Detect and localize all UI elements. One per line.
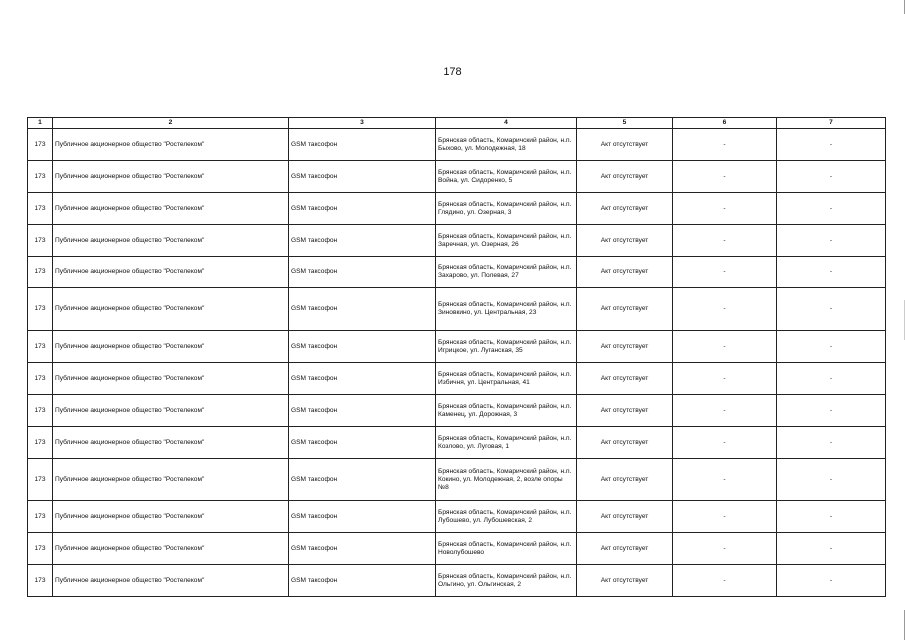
cell-column-7: -: [777, 459, 886, 501]
table-row: [28, 395, 886, 427]
cell-act-status: Акт отсутствует: [577, 225, 673, 257]
cell-column-6: -: [673, 533, 777, 565]
cell-address: Брянская область, Комаричский район, н.п. Игрицкое, ул. Луганская, 35: [436, 331, 577, 363]
cell-number: 173: [28, 288, 53, 331]
cell-number: 173: [28, 193, 53, 225]
cell-column-7: -: [777, 193, 886, 225]
cell-column-7: -: [777, 331, 886, 363]
cell-address: Брянская область, Комаричский район, н.п. Избичня, ул. Центральная, 41: [436, 363, 577, 395]
cell-column-6: -: [673, 331, 777, 363]
cell-owner: Публичное акционерное общество "Ростелеком": [53, 225, 289, 257]
cell-column-6: -: [673, 565, 777, 597]
cell-address: Брянская область, Комаричский район, н.п. Каменец, ул. Дорожная, 3: [436, 395, 577, 427]
registry-table: [27, 117, 886, 597]
cell-address: Брянская область, Комаричский район, н.п. Зиновкино, ул. Центральная, 23: [436, 288, 577, 331]
cell-equipment-type: GSM таксофон: [289, 427, 436, 459]
cell-column-7: -: [777, 395, 886, 427]
cell-owner: Публичное акционерное общество "Ростелеком": [53, 193, 289, 225]
cell-column-6: -: [673, 225, 777, 257]
table-row: [28, 459, 886, 501]
cell-address: Брянская область, Комаричский район, н.п. Заречная, ул. Озерная, 26: [436, 225, 577, 257]
cell-owner: Публичное акционерное общество "Ростелеком": [53, 363, 289, 395]
cell-column-7: -: [777, 501, 886, 533]
cell-column-7: -: [777, 363, 886, 395]
table-row: [28, 331, 886, 363]
cell-act-status: Акт отсутствует: [577, 331, 673, 363]
column-header-5: 5: [577, 118, 673, 129]
cell-equipment-type: GSM таксофон: [289, 225, 436, 257]
cell-column-6: -: [673, 459, 777, 501]
cell-equipment-type: GSM таксофон: [289, 288, 436, 331]
header-row: [28, 118, 886, 129]
cell-owner: Публичное акционерное общество "Ростелеком": [53, 427, 289, 459]
cell-column-6: -: [673, 129, 777, 161]
cell-column-7: -: [777, 225, 886, 257]
cell-column-6: -: [673, 363, 777, 395]
cell-number: 173: [28, 225, 53, 257]
table-row: [28, 533, 886, 565]
cell-equipment-type: GSM таксофон: [289, 129, 436, 161]
cell-owner: Публичное акционерное общество "Ростелеком": [53, 331, 289, 363]
cell-act-status: Акт отсутствует: [577, 161, 673, 193]
cell-column-6: -: [673, 193, 777, 225]
table-row: [28, 427, 886, 459]
cell-number: 173: [28, 363, 53, 395]
table-row: [28, 161, 886, 193]
cell-act-status: Акт отсутствует: [577, 395, 673, 427]
table-row: [28, 129, 886, 161]
column-header-7: 7: [777, 118, 886, 129]
cell-number: 173: [28, 129, 53, 161]
table-row: [28, 225, 886, 257]
cell-owner: Публичное акционерное общество "Ростелеком": [53, 533, 289, 565]
cell-column-6: -: [673, 395, 777, 427]
cell-equipment-type: GSM таксофон: [289, 363, 436, 395]
cell-address: Брянская область, Комаричский район, н.п. Быхово, ул. Молодежная, 18: [436, 129, 577, 161]
cell-column-7: -: [777, 288, 886, 331]
cell-act-status: Акт отсутствует: [577, 129, 673, 161]
cell-act-status: Акт отсутствует: [577, 363, 673, 395]
cell-address: Брянская область, Комаричский район, н.п. Лубошево, ул. Лубошевская, 2: [436, 501, 577, 533]
cell-number: 173: [28, 161, 53, 193]
cell-equipment-type: GSM таксофон: [289, 331, 436, 363]
cell-number: 173: [28, 533, 53, 565]
cell-equipment-type: GSM таксофон: [289, 161, 436, 193]
column-header-4: 4: [436, 118, 577, 129]
table-row: [28, 288, 886, 331]
cell-owner: Публичное акционерное общество "Ростелеком": [53, 161, 289, 193]
column-header-3: 3: [289, 118, 436, 129]
cell-equipment-type: GSM таксофон: [289, 193, 436, 225]
cell-column-6: -: [673, 161, 777, 193]
cell-number: 173: [28, 459, 53, 501]
column-header-6: 6: [673, 118, 777, 129]
cell-column-6: -: [673, 257, 777, 288]
cell-number: 173: [28, 331, 53, 363]
cell-owner: Публичное акционерное общество "Ростелеком": [53, 257, 289, 288]
cell-act-status: Акт отсутствует: [577, 257, 673, 288]
cell-number: 173: [28, 257, 53, 288]
cell-column-7: -: [777, 533, 886, 565]
cell-column-7: -: [777, 565, 886, 597]
cell-equipment-type: GSM таксофон: [289, 395, 436, 427]
cell-address: Брянская область, Комаричский район, н.п. Война, ул. Сидоренко, 5: [436, 161, 577, 193]
cell-act-status: Акт отсутствует: [577, 193, 673, 225]
table-row: [28, 193, 886, 225]
cell-act-status: Акт отсутствует: [577, 501, 673, 533]
table-row: [28, 363, 886, 395]
cell-act-status: Акт отсутствует: [577, 459, 673, 501]
column-header-2: 2: [53, 118, 289, 129]
cell-number: 173: [28, 427, 53, 459]
cell-owner: Публичное акционерное общество "Ростелеком": [53, 288, 289, 331]
table-row: [28, 565, 886, 597]
cell-address: Брянская область, Комаричский район, н.п. Глядино, ул. Озерная, 3: [436, 193, 577, 225]
cell-column-6: -: [673, 501, 777, 533]
cell-owner: Публичное акционерное общество "Ростелеком": [53, 565, 289, 597]
cell-act-status: Акт отсутствует: [577, 565, 673, 597]
cell-owner: Публичное акционерное общество "Ростелеком": [53, 459, 289, 501]
cell-address: Брянская область, Комаричский район, н.п. Кокино, ул. Молодежная, 2, возле опоры №8: [436, 459, 577, 501]
cell-act-status: Акт отсутствует: [577, 427, 673, 459]
cell-column-6: -: [673, 427, 777, 459]
cell-column-7: -: [777, 257, 886, 288]
cell-column-6: -: [673, 288, 777, 331]
cell-act-status: Акт отсутствует: [577, 288, 673, 331]
cell-owner: Публичное акционерное общество "Ростелеком": [53, 501, 289, 533]
cell-act-status: Акт отсутствует: [577, 533, 673, 565]
cell-number: 173: [28, 565, 53, 597]
cell-number: 173: [28, 501, 53, 533]
cell-address: Брянская область, Комаричский район, н.п. Захарово, ул. Полевая, 27: [436, 257, 577, 288]
cell-owner: Публичное акционерное общество "Ростелеком": [53, 129, 289, 161]
cell-address: Брянская область, Комаричский район, н.п. Ольгино, ул. Ольгинская, 2: [436, 565, 577, 597]
cell-owner: Публичное акционерное общество "Ростелеком": [53, 395, 289, 427]
page-number: 178: [443, 66, 462, 78]
cell-equipment-type: GSM таксофон: [289, 459, 436, 501]
cell-equipment-type: GSM таксофон: [289, 533, 436, 565]
column-header-1: 1: [28, 118, 53, 129]
cell-column-7: -: [777, 427, 886, 459]
cell-address: Брянская область, Комаричский район, н.п. Козлово, ул. Луговая, 1: [436, 427, 577, 459]
cell-equipment-type: GSM таксофон: [289, 501, 436, 533]
cell-address: Брянская область, Комаричский район, н.п. Новолубошево: [436, 533, 577, 565]
cell-equipment-type: GSM таксофон: [289, 565, 436, 597]
cell-column-7: -: [777, 161, 886, 193]
table-row: [28, 501, 886, 533]
cell-equipment-type: GSM таксофон: [289, 257, 436, 288]
cell-number: 173: [28, 395, 53, 427]
table-row: [28, 257, 886, 288]
cell-column-7: -: [777, 129, 886, 161]
